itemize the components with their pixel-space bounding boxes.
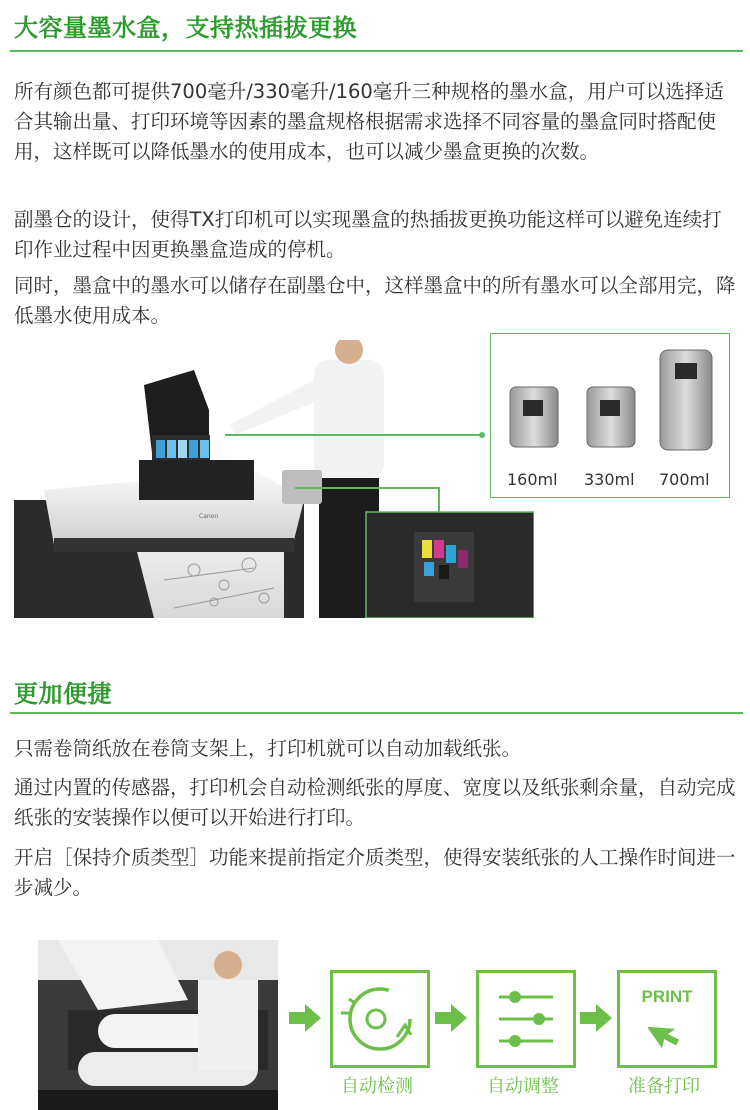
auto-detect-icon <box>333 973 427 1065</box>
print-icon-text: PRINT <box>641 987 693 1006</box>
paragraph: 只需卷筒纸放在卷筒支架上，打印机就可以自动加载纸张。 <box>14 737 522 760</box>
callout-line <box>438 487 440 512</box>
section-title-ink: 大容量墨水盒，支持热插拔更换 <box>14 14 357 42</box>
section-divider <box>10 50 743 52</box>
cartridge-label-700: 700ml <box>659 470 710 489</box>
step-label-auto-adjust: 自动调整 <box>487 1076 559 1097</box>
paper-loading-photo <box>38 940 278 1110</box>
paragraph: 所有颜色都可提供700毫升/330毫升/160毫升三种规格的墨水盒，用户可以选择适合其输出量、打印环境等因素的墨盒规格根据需求选择不同容量的墨盒同时搭配使用，这样既可以降低墨水的使用成本，也可以减少墨盒更换的次数。 <box>14 80 724 163</box>
arrow-right-icon <box>433 1000 469 1036</box>
cartridge-label-160: 160ml <box>507 470 558 489</box>
paragraph: 同时，墨盒中的墨水可以储存在副墨仓中，这样墨盒中的所有墨水可以全部用完，降低墨水使用成本。 <box>14 274 736 327</box>
paragraph: 副墨仓的设计，使得TX打印机可以实现墨盒的热插拔更换功能这样可以避免连续打印作业过程中因更换墨盒造成的停机。 <box>14 208 722 261</box>
ink-cartridges-illustration <box>505 345 720 455</box>
section-title-convenience: 更加便捷 <box>14 680 112 708</box>
cartridge-label-330: 330ml <box>584 470 635 489</box>
step-auto-detect <box>330 970 430 1068</box>
step-label-auto-detect: 自动检测 <box>341 1076 413 1097</box>
arrow-right-icon <box>578 1000 614 1036</box>
printer-brand: Canon <box>199 513 219 520</box>
callout-line <box>225 434 485 436</box>
section-divider <box>10 712 743 714</box>
printer-hotswap-photo <box>14 340 534 618</box>
step-auto-adjust <box>476 970 576 1068</box>
arrow-right-icon <box>287 1000 323 1036</box>
paragraph: 开启［保持介质类型］功能来提前指定介质类型，使得安装纸张的人工操作时间进一步减少。 <box>14 846 736 899</box>
cursor-icon <box>648 1013 688 1053</box>
callout-dot <box>479 432 485 438</box>
auto-adjust-icon <box>479 973 573 1065</box>
paragraph: 通过内置的传感器，打印机会自动检测纸张的厚度、宽度以及纸张剩余量，自动完成纸张的安装操作以便可以开始进行打印。 <box>14 776 736 829</box>
callout-line <box>295 487 440 489</box>
step-print-ready <box>617 970 717 1068</box>
step-label-print-ready: 准备打印 <box>628 1076 700 1097</box>
